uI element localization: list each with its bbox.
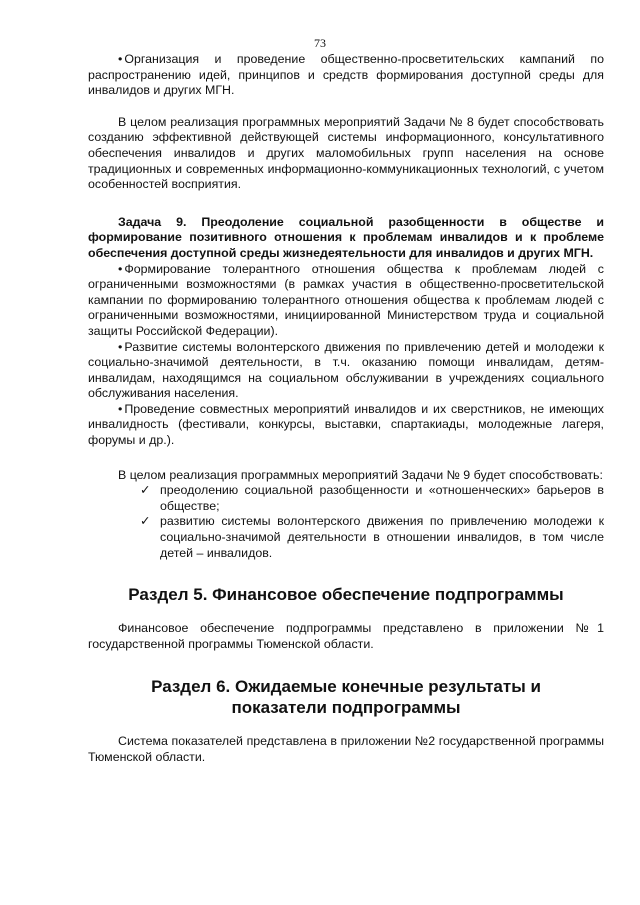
section5-title: Раздел 5. Финансовое обеспечение подпрограммы: [128, 585, 564, 605]
page-number: 73: [314, 36, 326, 50]
check-list-item-text: преодолению социальной разобщенности и «отношенческих» барьеров в обществе;: [160, 483, 604, 513]
check-list-item: [140, 514, 604, 561]
task9-summary-intro: В целом реализация программных мероприятий Задачи № 9 будет способствовать:: [118, 467, 603, 482]
check-list-item: [140, 483, 604, 514]
task9-bullet-2: • Развитие системы волонтерского движения по привлечению детей и молодежи к социально-значимой деятельности, в т.ч. оказанию помощи инвалидам, детям-инвалидам, находящимся на социальном обслуживании в учреждениях социального обслуживания населения.: [88, 340, 604, 402]
task9-heading: Задача 9. Преодоление социальной разобщенности в обществе и формирование позитивного отношения к проблемам инвалидов и к проблеме обеспечения доступной среды жизнедеятельности для инвалидов и других МГН.: [88, 214, 604, 260]
task9-bullet-1: • Формирование толерантного отношения общества к проблемам людей с ограниченными возможностями (в рамках участия в общественно-просветительской кампании по формированию толерантного отношения общества к проблемам людей с ограниченными возможностями, инициированной Министерством труда и социальной защиты Российской Федерации).: [88, 262, 604, 340]
task8-summary: В целом реализация программных мероприятий Задачи № 8 будет способствовать созданию эффективной действующей системы информационного, консультативного обеспечения инвалидов и других маломобильных групп населения на основе традиционных и современных информационно-коммуникационных технологий, с учетом особенностей восприятия.: [88, 114, 604, 192]
check-list-item-text: развитию системы волонтерского движения по привлечению молодежи к социально-значимой деятельности в отношении инвалидов, в том числе детей – инвалидов.: [160, 514, 604, 560]
section6-text: Система показателей представлена в приложении №2 государственной программы Тюменской области.: [88, 734, 604, 764]
section6-title: [88, 676, 604, 718]
document-body: [88, 52, 604, 766]
check-mark-icon: ✓: [140, 514, 151, 529]
section5-text: Финансовое обеспечение подпрограммы представлено в приложении №1 государственной программы Тюменской области.: [88, 621, 604, 651]
task9-bullet-3: • Проведение совместных мероприятий инвалидов и их сверстников, не имеющих инвалидность (фестивали, конкурсы, выставки, спартакиады, молодежные лагеря, форумы и др.).: [88, 402, 604, 449]
check-mark-icon: ✓: [140, 483, 151, 498]
task9-check-list: [88, 483, 604, 561]
section6-title-line2: показатели подпрограммы: [231, 698, 461, 718]
bullet-paragraph: • Организация и проведение общественно-просветительских кампаний по распространению идей, принципов и средств формирования доступной среды для инвалидов и других МГН.: [88, 52, 604, 99]
section6-title-line1: Раздел 6. Ожидаемые конечные результаты и: [151, 677, 541, 697]
